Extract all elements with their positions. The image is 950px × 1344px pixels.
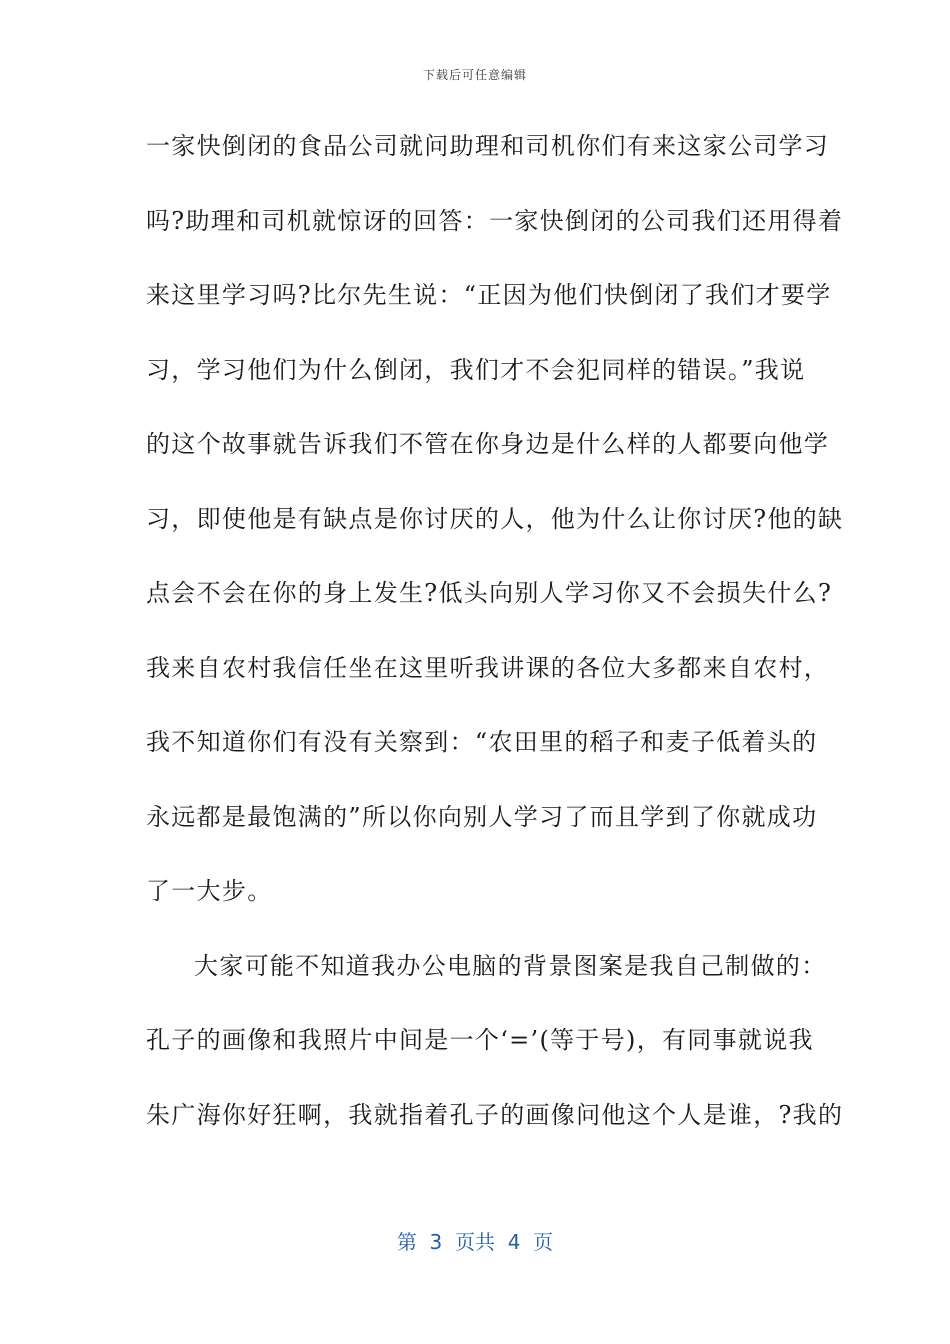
text-line: 永远都是最饱满的”所以你向别人学习了而且学到了你就成功 [146,802,818,831]
text-line: 我不知道你们有没有关察到：“农田里的稻子和麦子低着头的 [146,728,818,756]
page-header: 下载后可任意编辑 [422,68,527,82]
text-line: 的这个故事就告诉我们不管在你身边是什么样的人都要向他学 [146,430,830,458]
page-number-footer: 第 3 页共 4 页 [396,1230,554,1254]
text-line: 我来自农村我信任坐在这里听我讲课的各位大多都来自农村， [146,653,830,682]
text-line: 来这里学习吗?比尔先生说：“正因为他们快倒闭了我们才要学 [146,281,832,309]
text-line: 了一大步。 [146,877,273,905]
document-body [146,128,844,1171]
text-line: 一家快倒闭的食品公司就问助理和司机你们有来这家公司学习 [146,132,830,160]
text-line: 大家可能不知道我办公电脑的背景图案是我自己制做的： [194,951,827,980]
text-line: 习，即使他是有缺点是你讨厌的人，他为什么让你讨厌?他的缺 [146,504,844,533]
text-line: 点会不会在你的身上发生?低头向别人学习你又不会损失什么? [146,579,833,607]
text-line: 朱广海你好狂啊，我就指着孔子的画像问他这个人是谁，?我的 [146,1100,844,1129]
text-line: 孔子的画像和我照片中间是一个‘=’(等于号)，有同事就说我 [146,1026,814,1054]
text-line: 吗?助理和司机就惊讶的回答：一家快倒闭的公司我们还用得着 [146,206,844,235]
text-line: 习，学习他们为什么倒闭，我们才不会犯同样的错误。”我说 [146,355,806,384]
paragraph-1 [146,128,844,948]
paragraph-2 [146,948,844,1172]
